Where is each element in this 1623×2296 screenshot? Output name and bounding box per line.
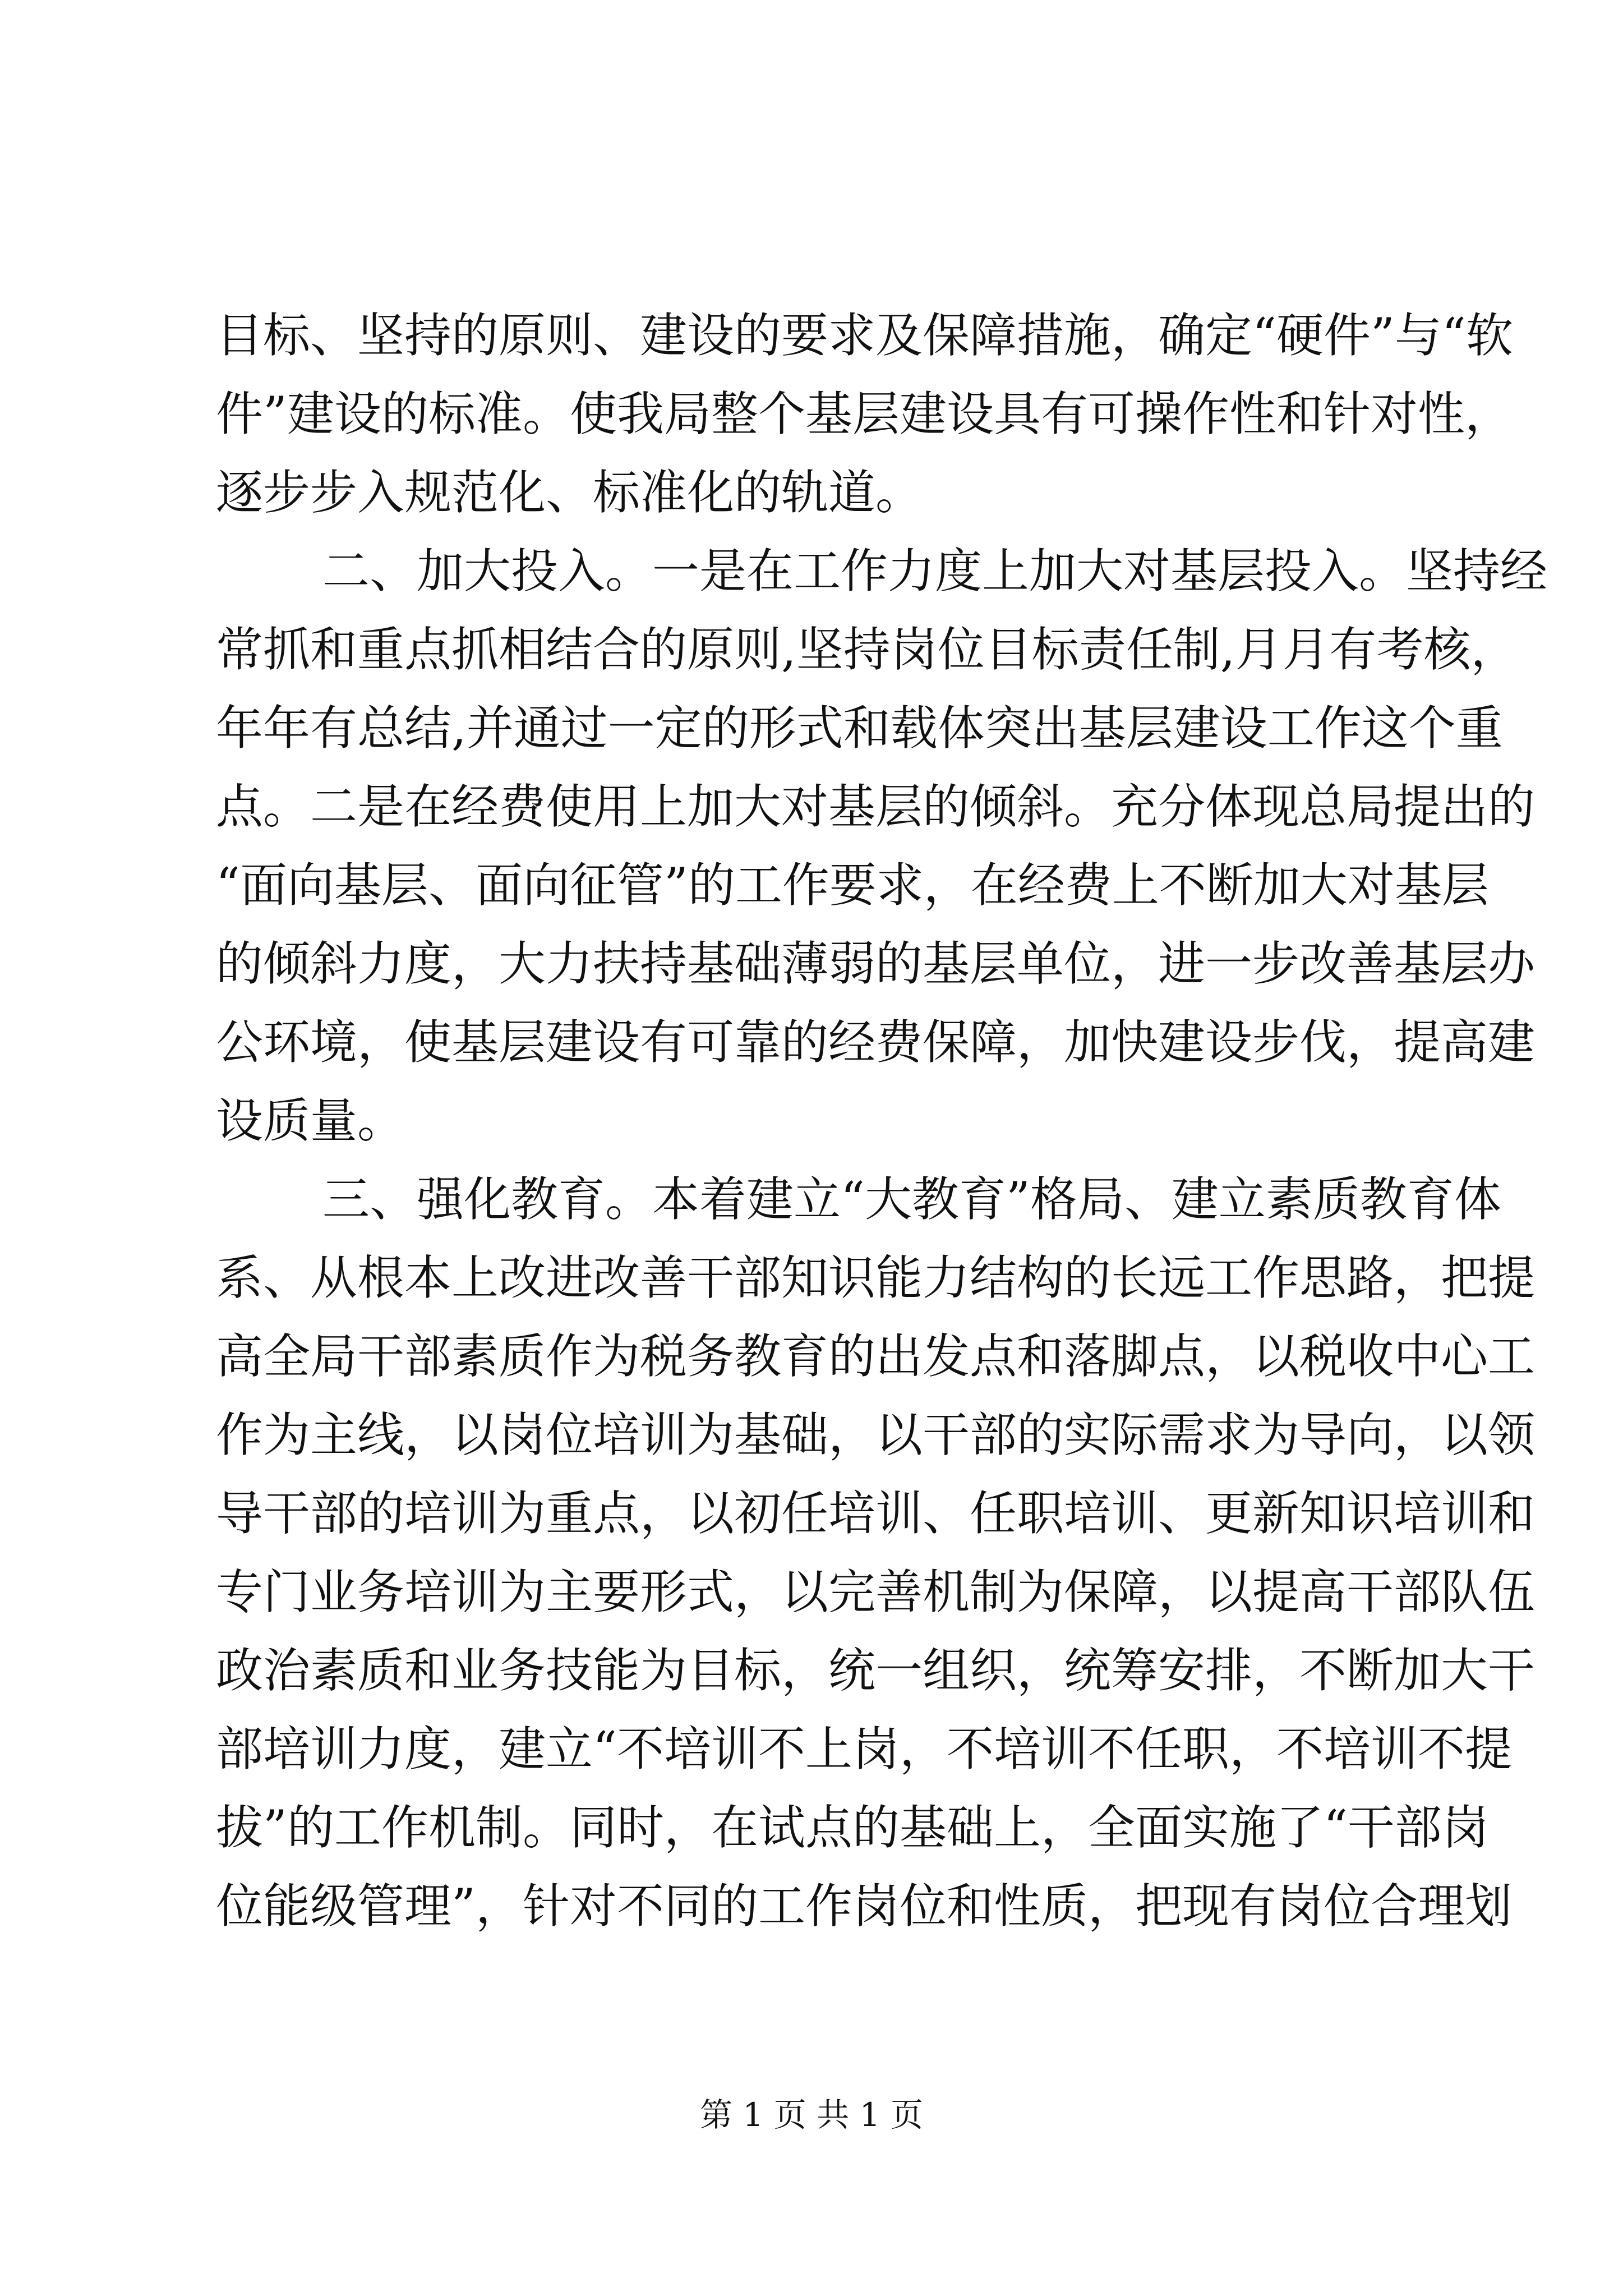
text-line: 设质量。 [216,1093,405,1148]
paragraph-start-line: 二、加大投入。一是在工作力度上加大对基层投入。坚持经 [322,544,1548,599]
paragraph-start-line: 三、强化教育。本着建立“大教育”格局、建立素质教育体 [322,1172,1501,1227]
text-line: 常抓和重点抓相结合的原则,坚持岗位目标责任制,月月有考核， [216,622,1518,677]
text-line: 件”建设的标准。使我局整个基层建设具有可操作性和针对性， [216,386,1512,441]
text-line: 部培训力度，建立“不培训不上岗，不培训不任职，不培训不提 [216,1722,1512,1777]
text-line: 作为主线，以岗位培训为基础，以干部的实际需求为导向，以领 [216,1407,1536,1462]
text-line: 专门业务培训为主要形式，以完善机制为保障，以提高干部队伍 [216,1565,1536,1619]
text-line: 的倾斜力度，大力扶持基础薄弱的基层单位，进一步改善基层办 [216,936,1536,991]
text-line: “面向基层、面向征管”的工作要求，在经费上不断加大对基层 [216,858,1489,913]
text-line: 点。二是在经费使用上加大对基层的倾斜。充分体现总局提出的 [216,779,1536,834]
page-footer: 第 1 页 共 1 页 [700,2096,923,2134]
text-line: 高全局干部素质作为税务教育的出发点和落脚点，以税收中心工 [216,1329,1536,1384]
text-line: 政治素质和业务技能为目标，统一组织，统筹安排，不断加大干 [216,1643,1536,1698]
text-line: 拔”的工作机制。同时，在试点的基础上，全面实施了“干部岗 [216,1800,1489,1855]
text-line: 逐步步入规范化、标准化的轨道。 [216,465,923,520]
text-line: 目标、坚持的原则、建设的要求及保障措施，确定“硬件”与“软 [216,308,1513,363]
text-line: 年年有总结,并通过一定的形式和载体突出基层建设工作这个重 [216,701,1503,756]
text-line: 位能级管理”，针对不同的工作岗位和性质，把现有岗位合理划 [216,1879,1512,1934]
text-line: 导干部的培训为重点，以初任培训、任职培训、更新知识培训和 [216,1486,1536,1541]
text-line: 系、从根本上改进改善干部知识能力结构的长远工作思路，把提 [216,1250,1536,1305]
text-line: 公环境，使基层建设有可靠的经费保障，加快建设步伐，提高建 [216,1015,1536,1070]
